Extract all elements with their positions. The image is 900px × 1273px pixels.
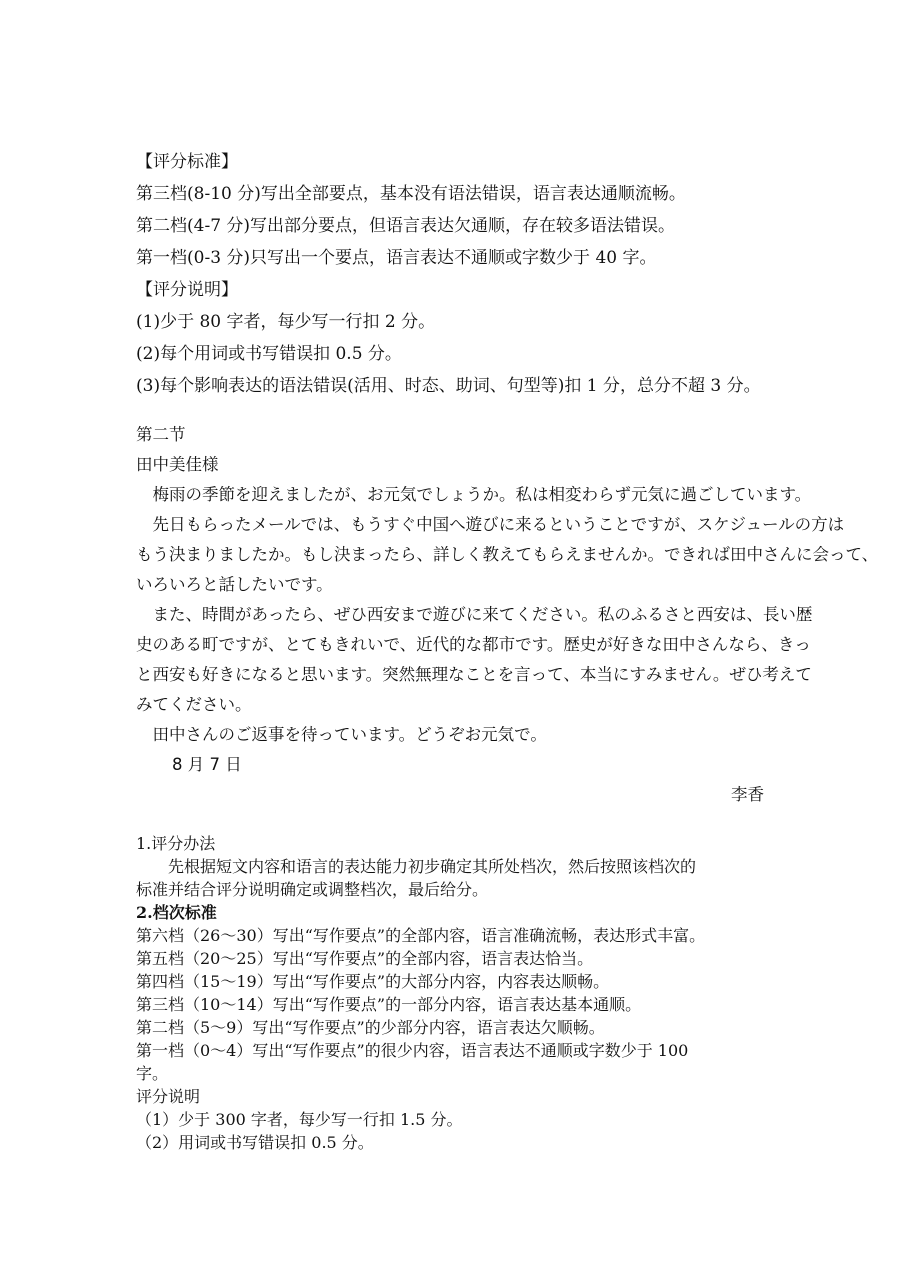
- letter-paragraph-line: 先日もらったメールでは、もうすぐ中国へ遊びに来るということですが、スケジュールの方は: [152, 515, 845, 534]
- sample-letter: [136, 420, 879, 810]
- letter-paragraph-line: 梅雨の季節を迎えましたが、お元気でしょうか。私は相変わらず元気に過ごしています。: [152, 485, 812, 504]
- letter-paragraph-line: 田中さんのご返事を待っています。どうぞお元気で。: [152, 725, 547, 744]
- letter-paragraph-line: みてください。: [136, 695, 252, 714]
- grading-criteria-heading: 【评分标准】: [136, 152, 238, 172]
- letter-paragraph-line: もう決まりましたか。もし決まったら、詳しく教えてもらえませんか。できれば田中さんに会って、: [136, 545, 879, 564]
- letter-paragraph-line: いろいろと話したいです。: [136, 575, 333, 594]
- letter-date: 8 月 7 日: [172, 755, 242, 774]
- grading-section-essay: [136, 832, 776, 1154]
- level-three: 第三档(8-10 分)写出全部要点，基本没有语法错误，语言表达通顺流畅。: [136, 184, 686, 204]
- method-line: 标准并结合评分说明确定或调整档次，最后给分。: [136, 880, 489, 899]
- level-two: 第二档(4-7 分)写出部分要点，但语言表达欠通顺，存在较多语法错误。: [136, 216, 676, 236]
- level-item: 第四档（15～19）写出“写作要点”的大部分内容，内容表达顺畅。: [136, 972, 610, 991]
- level-item: 第一档（0～4）写出“写作要点”的很少内容，语言表达不通顺或字数少于 100: [136, 1041, 689, 1060]
- letter-paragraph-line: と西安も好きになると思います。突然無理なことを言って、本当にすみません。ぜひ考えて: [136, 665, 812, 684]
- section-heading: 第二节: [136, 425, 186, 444]
- grading-notes-heading: 【评分说明】: [136, 280, 238, 300]
- level-item: 第二档（5～9）写出“写作要点”的少部分内容，语言表达欠顺畅。: [136, 1018, 605, 1037]
- letter-salutation: 田中美佳様: [136, 455, 219, 474]
- note-item: (3)每个影响表达的语法错误(活用、时态、助词、句型等)扣 1 分，总分不超 3 分。: [136, 376, 761, 396]
- levels-heading: 2.档次标准: [136, 903, 217, 922]
- level-one: 第一档(0-3 分)只写出一个要点，语言表达不通顺或字数少于 40 字。: [136, 248, 657, 268]
- level-item: 第六档（26～30）写出“写作要点”的全部内容，语言准确流畅，表达形式丰富。: [136, 926, 706, 945]
- method-line: 先根据短文内容和语言的表达能力初步确定其所处档次，然后按照该档次的: [168, 857, 697, 876]
- level-item: 字。: [136, 1064, 169, 1083]
- notes-heading: 评分说明: [136, 1087, 201, 1106]
- method-heading: 1.评分办法: [136, 834, 216, 853]
- letter-paragraph-line: また、時間があったら、ぜひ西安まで遊びに来てください。私のふるさと西安は、長い歴: [152, 605, 813, 624]
- note-item: （2）用词或书写错误扣 0.5 分。: [136, 1133, 374, 1152]
- note-item: （1）少于 300 字者，每少写一行扣 1.5 分。: [136, 1110, 463, 1129]
- note-item: (2)每个用词或书写错误扣 0.5 分。: [136, 344, 402, 364]
- level-item: 第三档（10～14）写出“写作要点”的一部分内容，语言表达基本通顺。: [136, 995, 642, 1014]
- letter-signature: 李香: [731, 785, 764, 804]
- grading-section-short: [136, 146, 776, 402]
- note-item: (1)少于 80 字者，每少写一行扣 2 分。: [136, 312, 436, 332]
- level-item: 第五档（20～25）写出“写作要点”的全部内容，语言表达恰当。: [136, 949, 594, 968]
- letter-paragraph-line: 史のある町ですが、とてもきれいで、近代的な都市です。歴史が好きな田中さんなら、きっ: [136, 635, 811, 654]
